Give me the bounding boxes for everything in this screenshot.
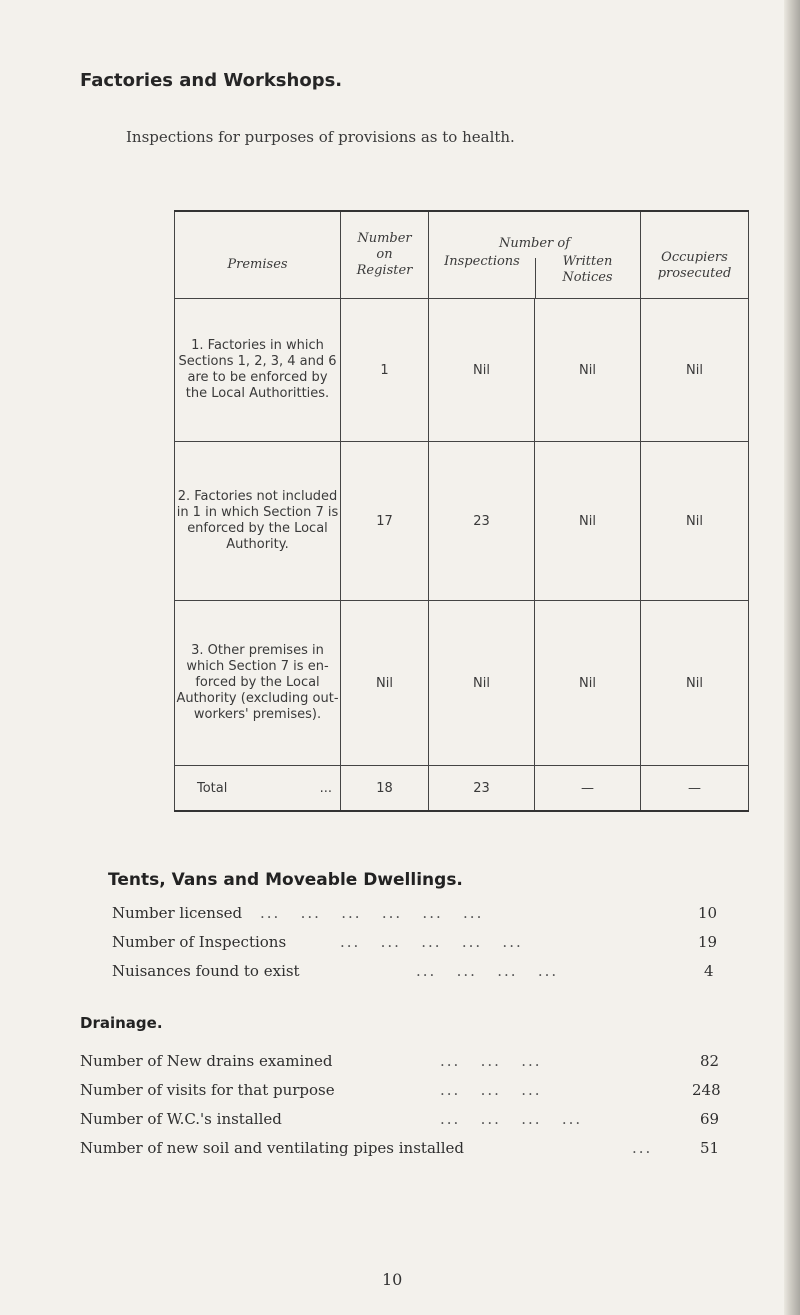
item-value: 69 xyxy=(700,1110,720,1128)
register-cell: Nil xyxy=(341,601,429,766)
prosecuted-cell: Nil xyxy=(641,442,749,601)
inspections-cell: Nil xyxy=(429,601,535,766)
item-label: Number of New drains examined xyxy=(80,1052,333,1070)
factories-table xyxy=(174,210,749,812)
notices-cell: Nil xyxy=(535,601,641,766)
item-label: Number of new soil and ventilating pipes installed xyxy=(80,1139,464,1157)
prosecuted-cell: Nil xyxy=(641,299,749,442)
item-label: Number of visits for that purpose xyxy=(80,1081,335,1099)
page-number: 10 xyxy=(382,1270,403,1289)
total-register: 18 xyxy=(341,766,429,812)
item-value: 19 xyxy=(698,933,718,951)
total-label: Total xyxy=(197,780,228,796)
header-number-of: Number of xyxy=(498,236,571,251)
item-label: Number of W.C.'s installed xyxy=(80,1110,282,1128)
premises-cell: 1. Factories in which Sections 1, 2, 3, 4 and 6 are to be enforced by the Local Authoritties. xyxy=(175,299,341,442)
item-value: 248 xyxy=(692,1081,721,1099)
premises-cell: 2. Factories not included in 1 in which Section 7 is enforced by the Local Authority. xyxy=(175,442,341,601)
header-register: Number on Register xyxy=(341,211,429,299)
item-value: 51 xyxy=(700,1139,720,1157)
register-cell: 17 xyxy=(341,442,429,601)
item-label: Nuisances found to exist xyxy=(112,962,300,980)
register-cell: 1 xyxy=(341,299,429,442)
item-value: 4 xyxy=(704,962,714,980)
table-total-row xyxy=(175,766,749,812)
item-label: Number of Inspections xyxy=(112,933,287,951)
total-notices: — xyxy=(535,766,641,812)
tents-section-title: Tents, Vans and Moveable Dwellings. xyxy=(108,870,463,890)
item-value: 82 xyxy=(700,1052,720,1070)
item-value: 10 xyxy=(698,904,718,922)
notices-cell: Nil xyxy=(535,299,641,442)
table-header-row xyxy=(175,211,749,299)
total-prosecuted: — xyxy=(641,766,749,812)
table-row xyxy=(175,299,749,442)
premises-cell: 3. Other premises in which Section 7 is enforced by the Local Authority (excluding outworkers' premises). xyxy=(175,601,341,766)
header-premises: Premises xyxy=(175,211,341,299)
page-edge-shadow xyxy=(784,0,800,1315)
page-heading: Factories and Workshops. xyxy=(80,70,343,91)
item-label: Number licensed xyxy=(112,904,243,922)
header-prosecuted: Occupiers prosecuted xyxy=(641,211,749,299)
table-row xyxy=(175,601,749,766)
inspections-cell: 23 xyxy=(429,442,535,601)
header-inspections: Inspections xyxy=(444,254,520,269)
header-written-notices: Written Notices xyxy=(562,254,613,285)
total-dots: ... xyxy=(319,780,332,796)
drainage-section-title: Drainage. xyxy=(80,1014,163,1032)
page-subheading: Inspections for purposes of provisions as to health. xyxy=(126,128,515,146)
total-inspections: 23 xyxy=(429,766,535,812)
table-row xyxy=(175,442,749,601)
total-label-cell xyxy=(175,766,341,812)
header-number-of-group xyxy=(429,211,641,299)
inspections-cell: Nil xyxy=(429,299,535,442)
prosecuted-cell: Nil xyxy=(641,601,749,766)
notices-cell: Nil xyxy=(535,442,641,601)
